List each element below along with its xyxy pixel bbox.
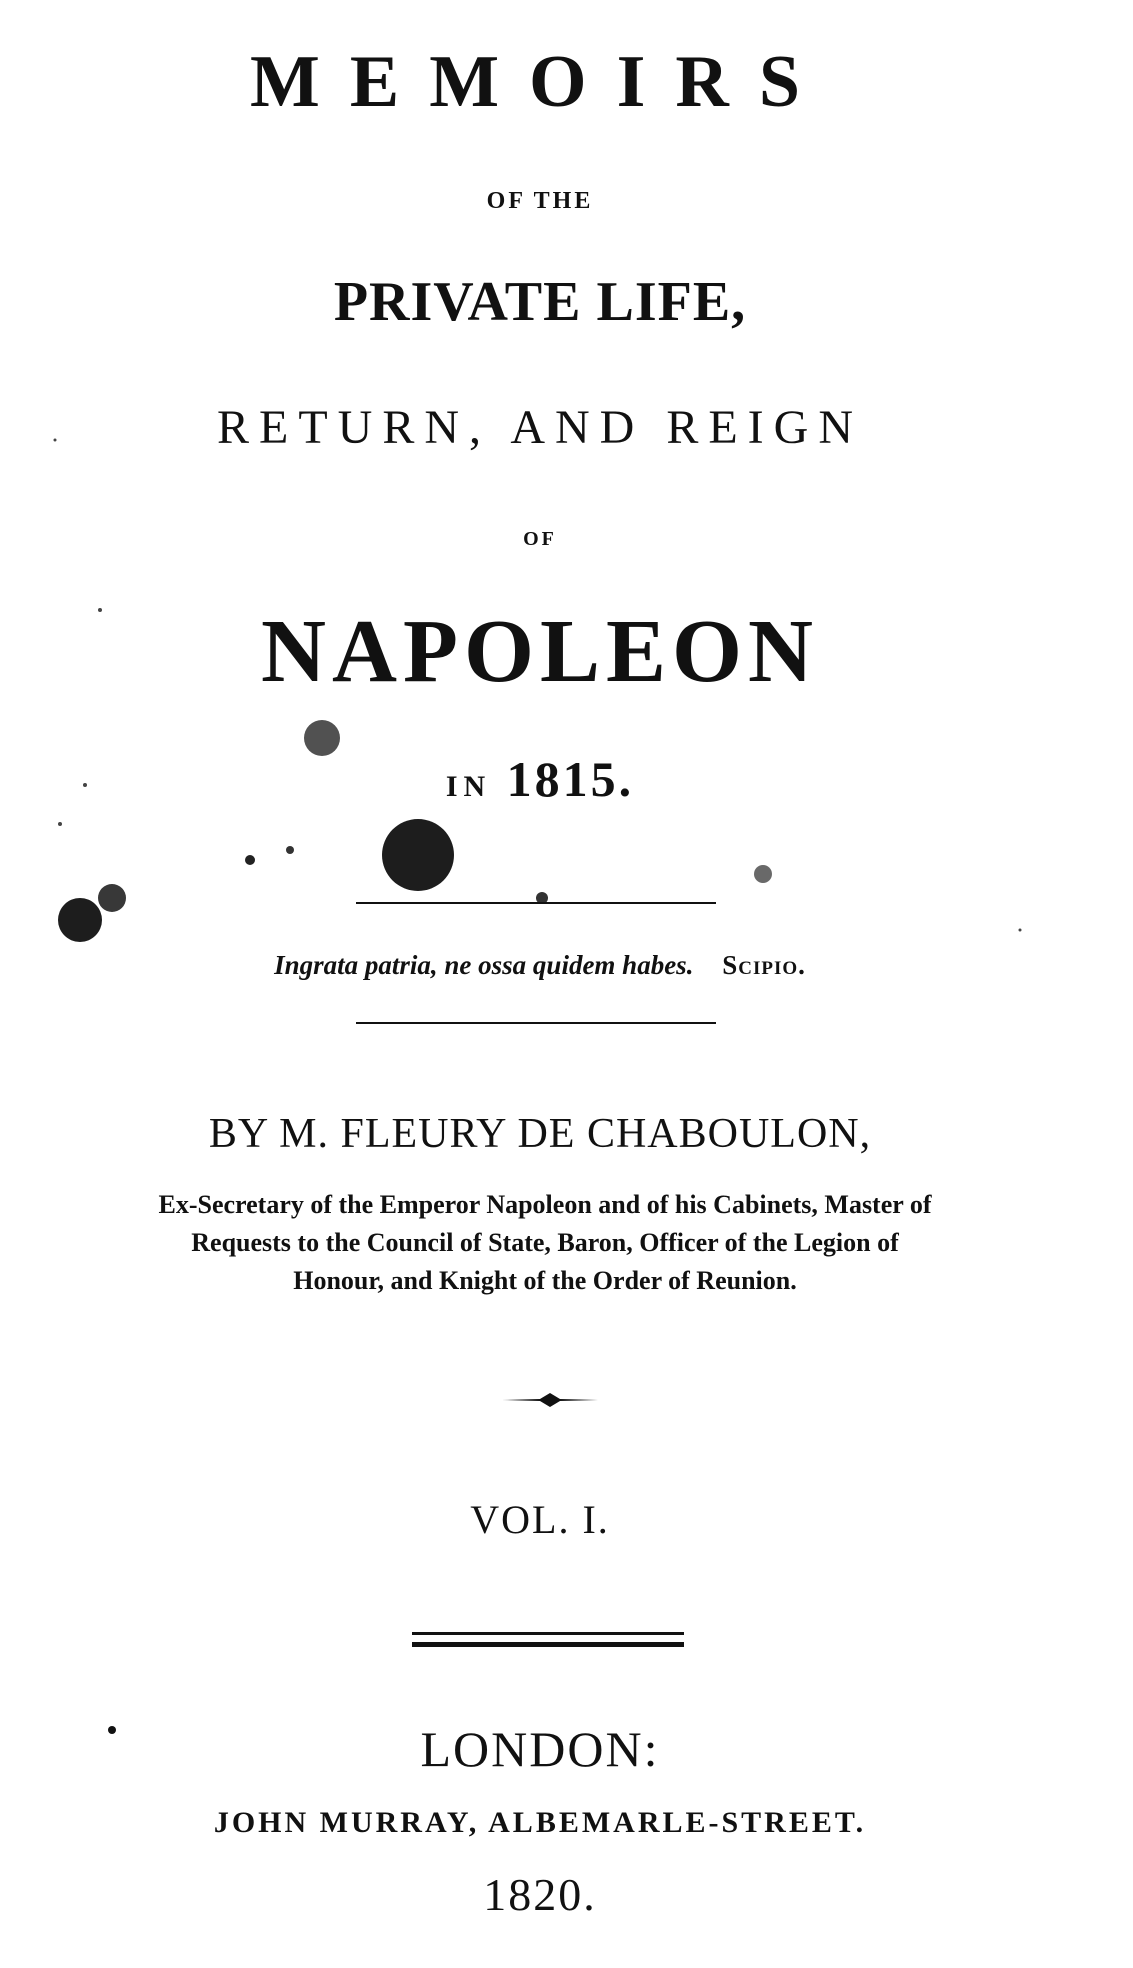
year-1815: 1815. (506, 751, 635, 807)
in-word: IN (445, 770, 492, 803)
imprint-publisher: JOHN MURRAY, ALBEMARLE-STREET. (213, 1806, 867, 1839)
date-line (0, 750, 1080, 808)
imprint-city: LONDON: (420, 1721, 660, 1777)
double-rule (412, 1632, 684, 1635)
author-line: BY M. FLEURY DE CHABOULON, (208, 1111, 872, 1157)
motto-author: Scipio. (722, 950, 806, 980)
credentials-line: Ex-Secretary of the Emperor Napoleon and of his Cabinets, Master of (158, 1190, 932, 1219)
credentials-line: Requests to the Council of State, Baron, Officer of the Legion of (191, 1228, 899, 1257)
imprint-year: 1820. (483, 1869, 597, 1920)
of-the-line: OF THE (486, 188, 594, 214)
volume-label: VOL. I. (470, 1497, 610, 1542)
subtitle-private-life: PRIVATE LIFE, (333, 271, 747, 333)
author-credentials (50, 1186, 1040, 1300)
motto-text: Ingrata patria, ne ossa quidem habes. (274, 950, 694, 980)
ornament-dash (500, 1390, 600, 1410)
credentials-line: Honour, and Knight of the Order of Reunion. (293, 1266, 797, 1295)
of-line: OF (523, 528, 557, 550)
motto (0, 950, 1080, 981)
book-title: MEMOIRS (250, 41, 830, 123)
divider-rule (356, 1022, 716, 1024)
double-rule (412, 1642, 684, 1647)
subject-name: NAPOLEON (260, 602, 820, 701)
divider-rule (356, 902, 716, 904)
subtitle-return-reign: RETURN, AND REIGN (217, 401, 863, 454)
